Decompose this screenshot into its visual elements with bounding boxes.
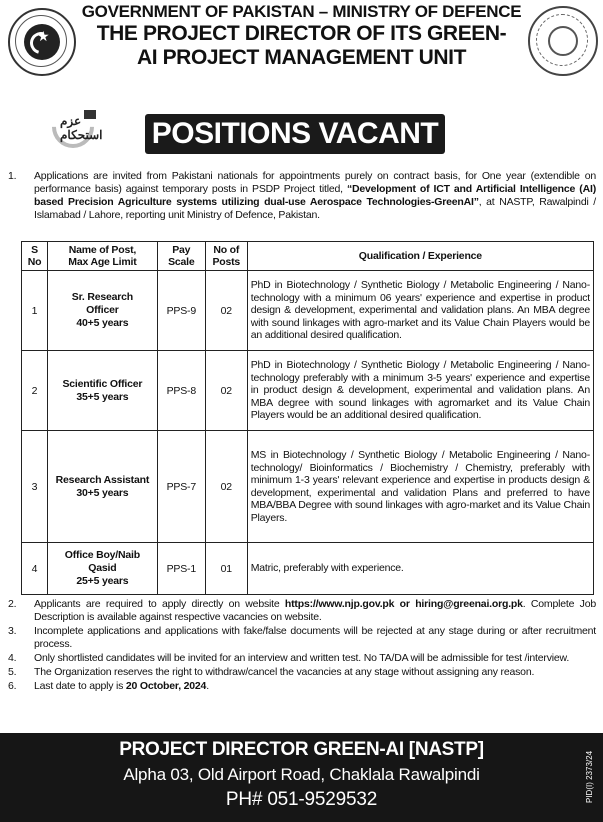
note-text: Incomplete applications and applications with fake/false documents will be rejected at any stage during or after recruitment process.: [34, 625, 596, 650]
note-number: 4.: [8, 652, 17, 664]
star-icon: ★: [37, 28, 50, 44]
last-date: 20 October, 2024: [125, 680, 207, 692]
table-row: [22, 351, 594, 431]
row-post: [47, 271, 157, 351]
row-qualification: PhD in Biotechnology / Synthetic Biology / Metabolic Engineering / Nano-technology preferably with a minimum 3-5 years' experience and expertise in product design & development, experimental and validation plans. An MBA degree with sound linkages with agromarket and its Value Chain Players would be an additional desired qualification.: [247, 351, 593, 431]
row-sno: 4: [22, 543, 48, 595]
row-scale: PPS-1: [157, 543, 205, 595]
note-text-b: .: [206, 680, 209, 692]
intro-text-b: , at NASTP, Rawalpindi / Islamabad / Lahore, reporting unit Ministry of Defence, Pakistan.: [34, 196, 596, 221]
project-title: “Development of ICT and Artificial Intelligence (AI) based Precision Agriculture systems utilizing dual-use Aerospace Technologies-GreenAI”: [34, 183, 596, 208]
row-posts: 01: [205, 543, 247, 595]
note-text-b: . Complete Job Description is available against respective vacancies on website.: [34, 598, 596, 623]
table-header-row: [22, 242, 594, 271]
seal-core: [548, 26, 578, 56]
row-posts: 02: [205, 271, 247, 351]
footer-phone: PH# 051-9529532: [225, 789, 378, 810]
badge-urdu-text: عزم استحکام: [60, 114, 103, 142]
title-block: [80, 2, 523, 70]
note-number: 3.: [8, 625, 17, 637]
positions-vacant-banner: POSITIONS VACANT: [145, 114, 445, 154]
row-scale: PPS-8: [157, 351, 205, 431]
note-number: 2.: [8, 598, 17, 610]
list-item: [8, 680, 596, 693]
intro-text-a: Applications are invited from Pakistani nationals for appointments purely on contract basis, for One year (extendible on performance basis) against temporary posts in PSDP Project titled,: [34, 170, 596, 195]
note-text-a: Last date to apply is: [34, 680, 126, 692]
post-age: 40+5 years: [76, 317, 129, 329]
intro-text: [34, 170, 596, 222]
table-row: [22, 431, 594, 543]
intro-number: 1.: [8, 170, 17, 182]
post-age: 25+5 years: [76, 575, 129, 587]
positions-table: [21, 241, 594, 595]
note-text: [34, 680, 596, 693]
row-qualification: Matric, preferably with experience.: [247, 543, 593, 595]
post-line: Office Boy/Naib: [64, 549, 140, 561]
row-sno: 1: [22, 271, 48, 351]
row-sno: 2: [22, 351, 48, 431]
intro-paragraph: [8, 170, 596, 222]
post-age: 30+5 years: [76, 486, 129, 499]
list-item: [8, 625, 596, 651]
row-post: [47, 351, 157, 431]
apply-website-link[interactable]: https://www.njp.gov.pk or hiring@greenai.org.pk: [284, 598, 523, 610]
header-sno-line: No: [27, 256, 42, 268]
header-post: [47, 242, 157, 271]
header-qualification: Qualification / Experience: [247, 242, 593, 271]
header-scale-line: Scale: [168, 256, 195, 268]
post-age: 35+5 years: [76, 390, 129, 403]
row-posts: 02: [205, 351, 247, 431]
row-sno: 3: [22, 431, 48, 543]
note-number: 5.: [8, 666, 17, 678]
note-text: [34, 598, 596, 624]
header-line-1: GOVERNMENT OF PAKISTAN – MINISTRY OF DEFENCE: [81, 2, 522, 21]
post-line: Research Assistant: [55, 473, 150, 486]
header-sno: [22, 242, 48, 271]
header-posts: [205, 242, 247, 271]
azm-e-istehkam-logo-icon: [50, 104, 103, 146]
council-seal-icon: [528, 6, 598, 76]
header-sno-line: S: [31, 244, 38, 256]
flag-icon: [84, 110, 96, 119]
header-post-line: Name of Post,: [68, 244, 137, 256]
row-post: [47, 543, 157, 595]
post-line: Officer: [86, 304, 119, 316]
note-text: The Organization reserves the right to withdraw/cancel the vacancies at any stage without assigning any reason.: [34, 666, 535, 678]
header-posts-line: No of: [213, 244, 240, 256]
row-scale: PPS-7: [157, 431, 205, 543]
header-posts-line: Posts: [212, 256, 241, 268]
note-text-a: Applicants are required to apply directly on website: [34, 598, 285, 610]
footer-contact: [0, 733, 603, 822]
note-number: 6.: [8, 680, 17, 692]
footer-title: PROJECT DIRECTOR GREEN-AI [NASTP]: [119, 739, 484, 760]
footer-address: Alpha 03, Old Airport Road, Chaklala Rawalpindi: [123, 765, 480, 784]
list-item: [8, 666, 596, 679]
header: [0, 0, 603, 108]
row-posts: 02: [205, 431, 247, 543]
table-row: [22, 543, 594, 595]
header-line-2: THE PROJECT DIRECTOR OF ITS GREEN-: [96, 22, 507, 45]
header-scale: [157, 242, 205, 271]
air-force-seal-icon: [8, 8, 76, 76]
row-qualification: MS in Biotechnology / Synthetic Biology / Metabolic Engineering / Nano-technology/ Bioinformatics / Biochemistry / Chemistry, preferably with minimum 1-3 years' relevant experience and expertise in products design & development, experimental and validation Plans and preferred to have MBA/BBA Degree with sound linkages with agro-market and its Value Chain Players.: [247, 431, 593, 543]
notes-list: [8, 598, 596, 694]
table-row: [22, 271, 594, 351]
pid-number: PID(I) 2373/24: [585, 750, 594, 804]
list-item: [8, 598, 596, 624]
post-line: Scientific Officer: [62, 377, 143, 390]
header-post-line: Max Age Limit: [68, 256, 137, 268]
row-post: [47, 431, 157, 543]
header-line-3: AI PROJECT MANAGEMENT UNIT: [136, 46, 467, 69]
row-qualification: PhD in Biotechnology / Synthetic Biology / Metabolic Engineering / Nano-technology with a minimum 06 years' experience and expertise in product design & development, experimental and validation plans. An MBA degree with sound linkages with agro-market and its Value Chain Players would be an additional desired qualification.: [247, 271, 593, 351]
row-scale: PPS-9: [157, 271, 205, 351]
post-line: Sr. Research: [71, 291, 134, 303]
list-item: [8, 652, 596, 665]
post-line: Qasid: [88, 562, 117, 574]
note-text: Only shortlisted candidates will be invited for an interview and written test. No TA/DA will be admissible for test /interview.: [34, 652, 570, 664]
header-scale-line: Pay: [172, 244, 191, 256]
